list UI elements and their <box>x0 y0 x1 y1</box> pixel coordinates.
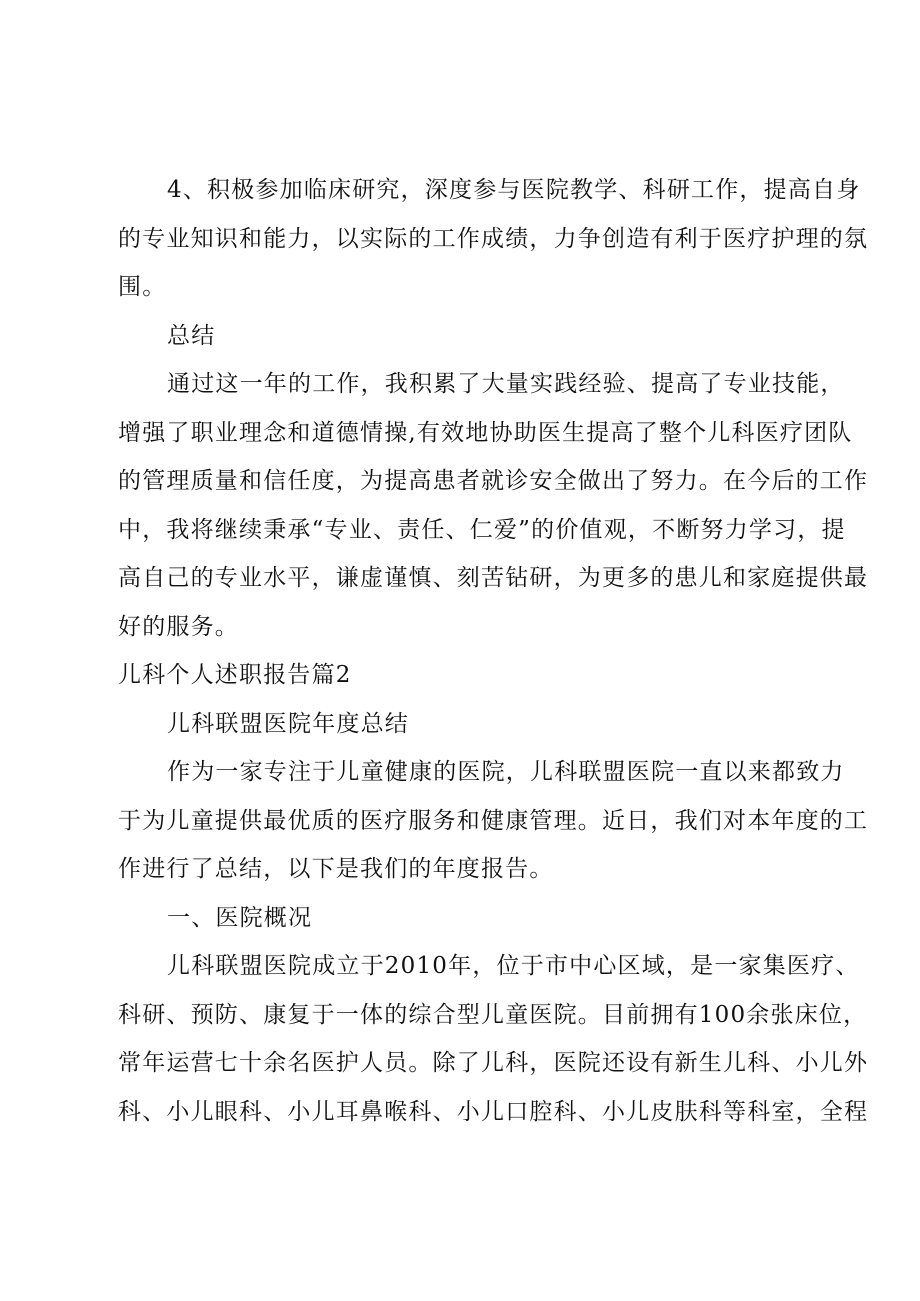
text-line: 科研、预防、康复于一体的综合型儿童医院。目前拥有100余张床位， <box>118 1001 868 1028</box>
section-heading: 总结 <box>167 322 216 349</box>
document-page <box>118 166 869 1136</box>
chapter-title: 儿科个人述职报告篇2 <box>118 662 352 688</box>
text-line: 儿科联盟医院成立于2010年，位于市中心区域，是一家集医疗、 <box>167 953 860 979</box>
text-line: 增强了职业理念和道德情操,有效地协助医生提高了整个儿科医疗团队 <box>118 419 853 446</box>
text-line: 高自己的专业水平，谦虚谨慎、刻苦钻研，为更多的患儿和家庭提供最 <box>118 565 869 591</box>
section-heading: 一、医院概况 <box>167 904 313 931</box>
text-line: 作进行了总结，以下是我们的年度报告。 <box>118 856 554 882</box>
text-line: 的专业知识和能力，以实际的工作成绩，力争创造有利于医疗护理的氛 <box>118 225 869 252</box>
text-line: 好的服务。 <box>118 613 239 640</box>
text-line: 常年运营七十余名医护人员。除了儿科，医院还设有新生儿科、小儿外 <box>118 1050 869 1076</box>
text-line: 围。 <box>118 274 167 300</box>
section-heading: 儿科联盟医院年度总结 <box>167 710 409 737</box>
text-line: 科、小儿眼科、小儿耳鼻喉科、小儿口腔科、小儿皮肤科等科室，全程 <box>118 1098 869 1125</box>
text-line: 作为一家专注于儿童健康的医院，儿科联盟医院一直以来都致力 <box>167 759 845 785</box>
text-line: 4、积极参加临床研究，深度参与医院教学、科研工作，提高自身 <box>167 177 861 203</box>
text-line: 于为儿童提供最优质的医疗服务和健康管理。近日，我们对本年度的工 <box>118 807 869 834</box>
text-line: 通过这一年的工作，我积累了大量实践经验、提高了专业技能， <box>167 371 845 397</box>
text-line: 中，我将继续秉承“专业、责任、仁爱”的价值观，不断努力学习，提 <box>118 516 846 543</box>
text-line: 的管理质量和信任度，为提高患者就诊安全做出了努力。在今后的工作 <box>118 468 869 494</box>
